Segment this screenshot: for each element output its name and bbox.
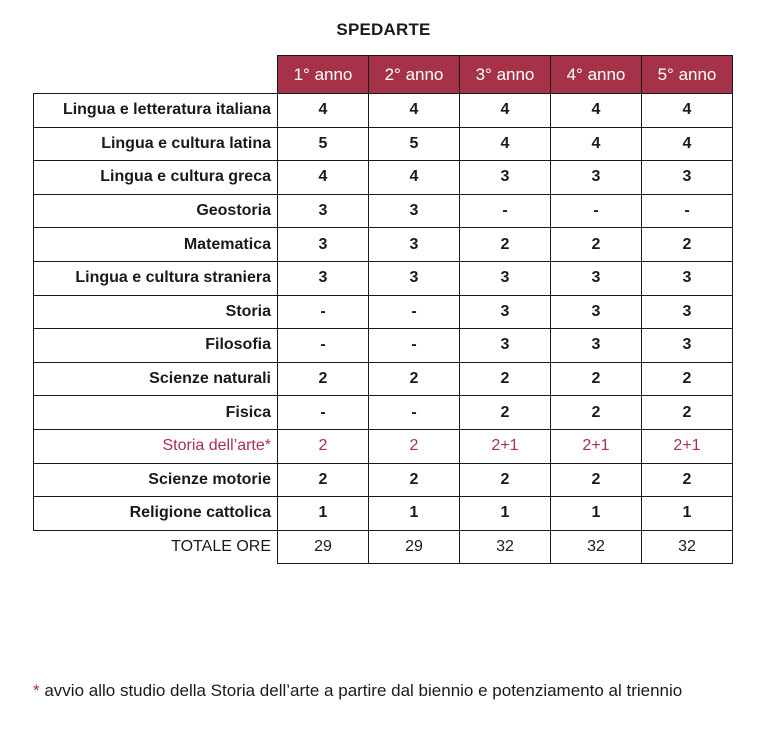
hours-cell: 3 [369,261,460,295]
hours-cell: 3 [642,161,733,195]
hours-cell: 4 [460,94,551,128]
table-row [34,161,733,195]
header-year-5: 5° anno [642,56,733,94]
hours-cell: 3 [642,295,733,329]
subject-name: Lingua e cultura greca [34,161,278,195]
header-year-4: 4° anno [551,56,642,94]
hours-cell: 4 [278,94,369,128]
hours-cell: 2 [642,463,733,497]
hours-cell: - [369,396,460,430]
hours-cell: 2 [460,396,551,430]
hours-cell: 3 [460,161,551,195]
hours-cell: 4 [642,94,733,128]
table-row [34,396,733,430]
hours-cell: 4 [369,94,460,128]
hours-cell: - [642,194,733,228]
hours-cell: 2 [551,396,642,430]
table-row [34,127,733,161]
table-row [34,194,733,228]
total-cell: 29 [278,530,369,564]
hours-cell: 3 [551,161,642,195]
hours-cell: 5 [278,127,369,161]
hours-cell: 2 [460,362,551,396]
hours-cell: 4 [369,161,460,195]
hours-cell: 4 [551,127,642,161]
hours-cell: 2 [369,463,460,497]
subject-name: Storia [34,295,278,329]
header-row [34,56,733,94]
footnote-text: avvio allo studio della Storia dell’arte a partire dal biennio e potenziamento al triennio [39,681,683,700]
total-cell: 32 [460,530,551,564]
hours-cell: 3 [278,261,369,295]
subject-name: Matematica [34,228,278,262]
hours-cell: 5 [369,127,460,161]
hours-cell: 3 [460,261,551,295]
hours-cell: 3 [369,194,460,228]
hours-cell: - [369,295,460,329]
hours-cell: 4 [642,127,733,161]
hours-cell: - [460,194,551,228]
subject-name: Religione cattolica [34,497,278,531]
table-row [34,295,733,329]
hours-cell: 2 [369,362,460,396]
hours-cell: 3 [551,329,642,363]
hours-cell: 2 [278,362,369,396]
table-row [34,261,733,295]
hours-cell: 2 [551,228,642,262]
header-year-2: 2° anno [369,56,460,94]
hours-cell: 2 [460,228,551,262]
footnote [33,679,735,702]
subject-name: Fisica [34,396,278,430]
hours-cell: 3 [642,261,733,295]
hours-cell: - [278,329,369,363]
hours-cell: 2 [551,362,642,396]
page-title: SPEDARTE [336,20,431,39]
total-label: TOTALE ORE [171,538,271,556]
table-row [34,94,733,128]
hours-cell: - [278,295,369,329]
hours-cell: 3 [278,194,369,228]
hours-cell: 4 [460,127,551,161]
subject-name: Lingua e cultura latina [34,127,278,161]
subject-name: Storia dell’arte* [34,429,278,463]
hours-cell: 3 [460,329,551,363]
hours-cell: 3 [642,329,733,363]
hours-cell: - [551,194,642,228]
hours-cell: 2+1 [642,429,733,463]
hours-cell: 1 [642,497,733,531]
hours-cell: 2 [551,463,642,497]
table-row [34,362,733,396]
subject-name: Lingua e cultura straniera [34,261,278,295]
subject-name: Lingua e letteratura italiana [34,94,278,128]
hours-cell: 2 [369,429,460,463]
hours-cell: - [369,329,460,363]
hours-cell: 3 [551,261,642,295]
subject-name: Scienze motorie [34,463,278,497]
hours-cell: 2 [642,396,733,430]
subject-name: Filosofia [34,329,278,363]
header-year-1: 1° anno [278,56,369,94]
schedule-table [33,55,733,564]
hours-cell: 1 [551,497,642,531]
table-row-highlighted [34,429,733,463]
header-year-3: 3° anno [460,56,551,94]
subject-name: Scienze naturali [34,362,278,396]
hours-cell: 2 [642,228,733,262]
hours-cell: - [278,396,369,430]
hours-cell: 3 [278,228,369,262]
hours-cell: 2+1 [460,429,551,463]
hours-cell: 3 [551,295,642,329]
hours-cell: 2 [278,429,369,463]
table-row [34,497,733,531]
total-cell: 29 [369,530,460,564]
hours-cell: 4 [551,94,642,128]
hours-cell: 3 [460,295,551,329]
total-cell: 32 [642,530,733,564]
hours-cell: 4 [278,161,369,195]
table-row [34,463,733,497]
footnote-marker: * [33,681,40,700]
hours-cell: 1 [460,497,551,531]
hours-cell: 3 [369,228,460,262]
hours-cell: 2 [278,463,369,497]
total-cell: 32 [551,530,642,564]
total-row [34,530,733,564]
hours-cell: 2 [642,362,733,396]
subject-name: Geostoria [34,194,278,228]
table-row [34,329,733,363]
hours-cell: 2+1 [551,429,642,463]
header-blank-cell [34,56,278,94]
table-row [34,228,733,262]
hours-cell: 1 [278,497,369,531]
hours-cell: 2 [460,463,551,497]
hours-cell: 1 [369,497,460,531]
